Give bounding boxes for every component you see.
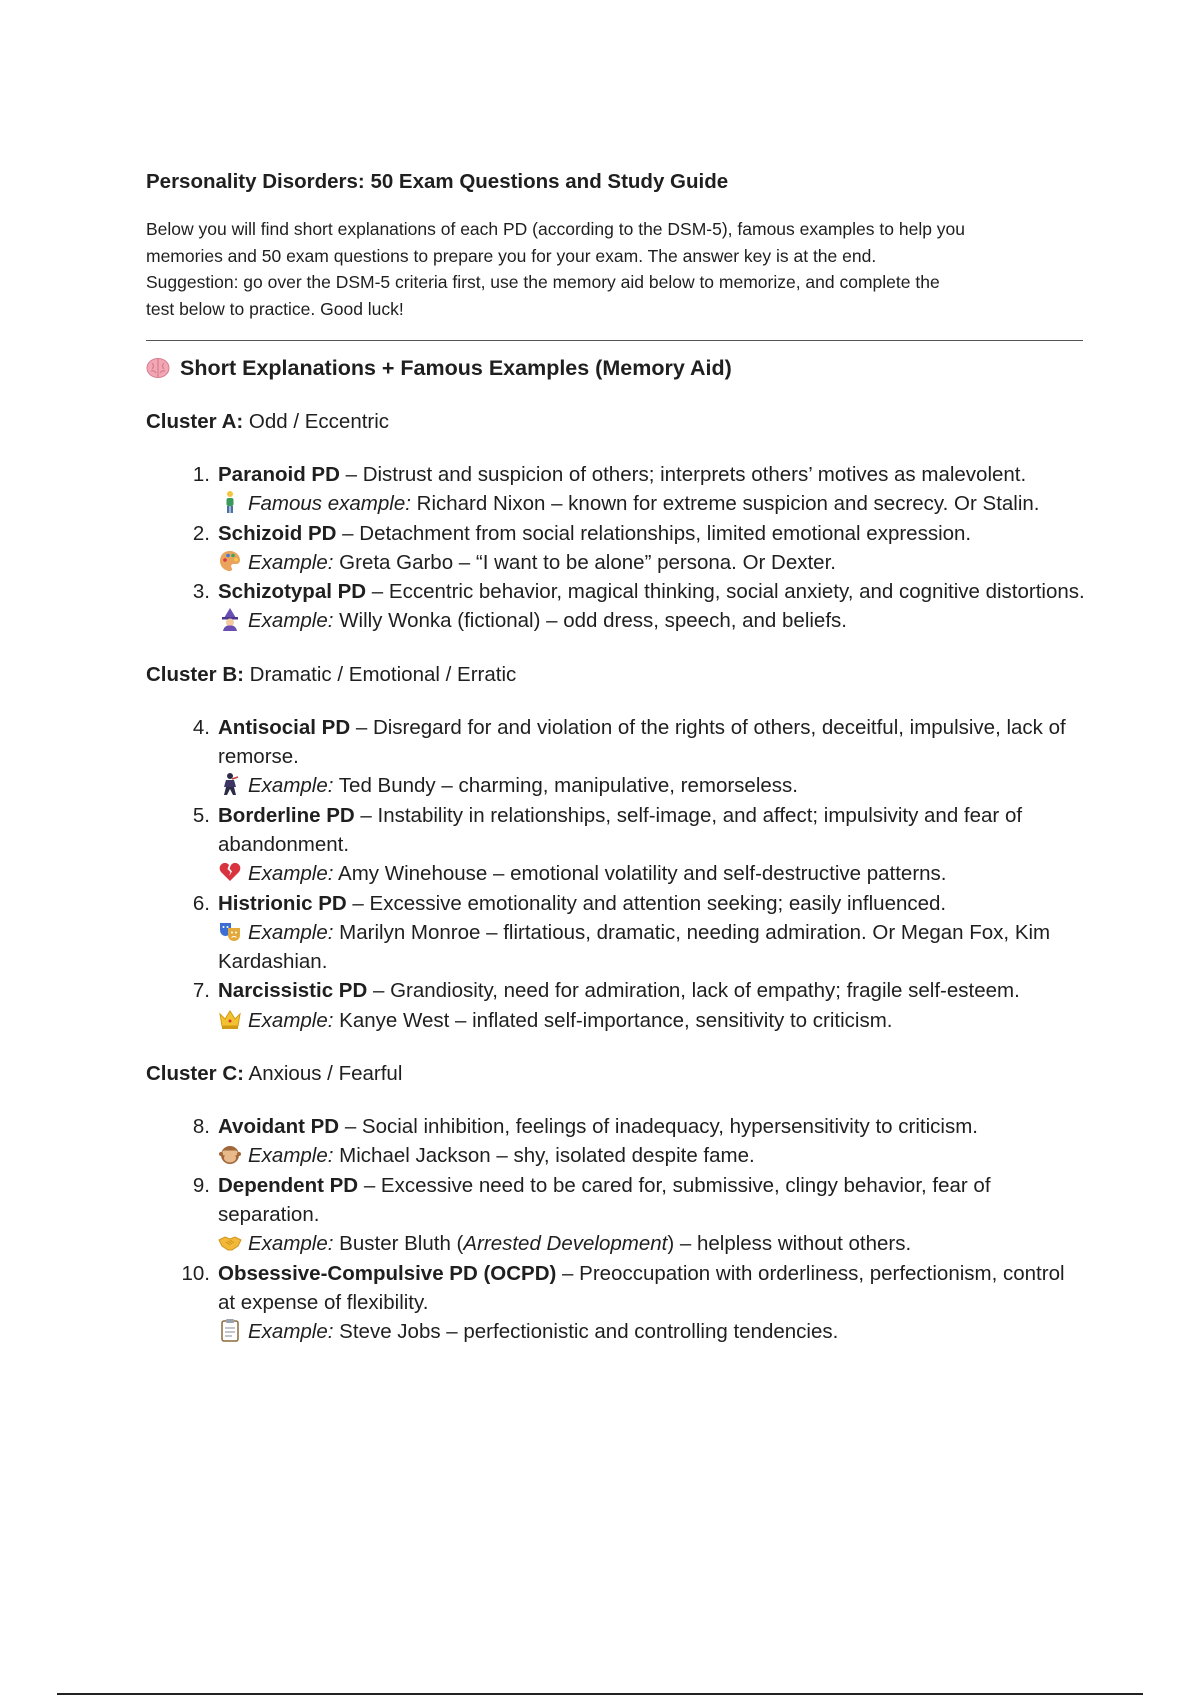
disorder-name: Paranoid PD: [218, 463, 340, 486]
example-text: Richard Nixon – known for extreme suspicion and secrecy. Or Stalin.: [416, 492, 1040, 516]
example-label: Example:: [248, 920, 334, 944]
example-text: Amy Winehouse – emotional volatility and self-destructive patterns.: [338, 862, 947, 886]
example-line: [218, 1229, 1086, 1258]
section-heading-text: Short Explanations + Famous Examples (Memory Aid): [180, 356, 732, 380]
disorder-desc: – Excessive need to be cared for, submissive, clingy behavior, fear of separation.: [218, 1173, 991, 1226]
disorder-desc: – Instability in relationships, self-image, and affect; impulsivity and fear of abandonment.: [218, 803, 1023, 856]
list-item: [146, 577, 1086, 636]
theater-masks-icon: [218, 919, 242, 943]
item-number: 3.: [192, 580, 210, 604]
list-item: [146, 519, 1086, 578]
example-text-post: ) – helpless without others.: [667, 1232, 912, 1256]
cluster-a-heading: [146, 408, 1086, 436]
example-text-pre: Buster Bluth (: [339, 1232, 464, 1256]
disorder-desc: – Detachment from social relationships, limited emotional expression.: [342, 521, 972, 545]
horizontal-rule: [146, 340, 1083, 341]
item-number: 4.: [192, 715, 210, 739]
intro-paragraph: [146, 216, 1086, 322]
intro-line: Below you will find short explanations of each PD (according to the DSM-5), famous examples to help you: [146, 219, 966, 239]
disorder-desc: – Grandiosity, need for admiration, lack of empathy; fragile self-esteem.: [372, 979, 1020, 1003]
example-text: Greta Garbo – “I want to be alone” persona. Or Dexter.: [339, 550, 836, 574]
ninja-icon: [218, 772, 242, 796]
example-label: Example:: [248, 1144, 334, 1168]
handshake-icon: [218, 1230, 242, 1254]
example-text: Marilyn Monroe – flirtatious, dramatic, needing admiration. Or Megan Fox, Kim Kardashian.: [218, 920, 1051, 974]
example-text: Ted Bundy – charming, manipulative, remorseless.: [338, 774, 798, 798]
example-line: [218, 606, 1086, 635]
item-number: 8.: [192, 1115, 210, 1139]
disorder-name: Histrionic PD: [218, 891, 347, 915]
cluster-label: Cluster A:: [146, 410, 244, 433]
page-bottom-border: [57, 1693, 1143, 1695]
cluster-b-list: [146, 713, 1086, 1035]
example-text: Michael Jackson – shy, isolated despite fame.: [339, 1144, 755, 1168]
example-label: Example:: [248, 550, 334, 574]
cluster-desc: Dramatic / Emotional / Erratic: [249, 662, 517, 686]
list-item: [146, 1171, 1086, 1259]
disorder-name: Borderline PD: [218, 803, 355, 827]
list-item: [146, 713, 1086, 801]
disorder-name: Schizotypal PD: [218, 580, 367, 604]
cluster-c-list: [146, 1112, 1086, 1346]
cluster-desc: Anxious / Fearful: [248, 1062, 403, 1086]
item-number: 1.: [192, 463, 210, 486]
palette-icon: [218, 549, 242, 573]
example-line: [218, 489, 1086, 518]
item-number: 7.: [192, 979, 210, 1003]
example-label: Example:: [248, 774, 334, 798]
clipboard-icon: [218, 1318, 242, 1342]
example-line: [218, 1006, 1086, 1035]
list-item: [146, 976, 1086, 1035]
list-item: [146, 801, 1086, 889]
item-number: 6.: [192, 891, 210, 915]
see-no-evil-monkey-icon: [218, 1142, 242, 1166]
disorder-desc: – Eccentric behavior, magical thinking, social anxiety, and cognitive distortions.: [371, 580, 1085, 604]
example-line: [218, 918, 1086, 977]
example-line: [218, 548, 1086, 577]
disorder-name: Antisocial PD: [218, 715, 351, 739]
disorder-name: Dependent PD: [218, 1173, 359, 1197]
example-text-italic: Arrested Development: [463, 1232, 668, 1256]
cluster-b-heading: [146, 661, 1086, 689]
example-label: Example:: [248, 1320, 334, 1344]
disorder-desc: – Social inhibition, feelings of inadequacy, hypersensitivity to criticism.: [344, 1115, 978, 1139]
brain-icon: [146, 357, 170, 379]
disorder-desc: – Distrust and suspicion of others; interprets others’ motives as malevolent.: [345, 463, 1027, 486]
disorder-name: Narcissistic PD: [218, 979, 368, 1003]
list-item: [146, 889, 1086, 977]
broken-heart-icon: [218, 860, 242, 884]
list-item: [146, 1112, 1086, 1171]
example-text: Willy Wonka (fictional) – odd dress, speech, and beliefs.: [339, 609, 847, 633]
disorder-desc: – Excessive emotionality and attention seeking; easily influenced.: [352, 891, 947, 915]
list-item: [146, 1259, 1086, 1347]
example-label: Example:: [248, 609, 334, 633]
item-number: 2.: [192, 521, 210, 545]
intro-line: test below to practice. Good luck!: [146, 298, 404, 319]
item-number: 10.: [181, 1261, 210, 1285]
disorder-name: Avoidant PD: [218, 1115, 340, 1139]
example-line: [218, 859, 1086, 888]
disorder-desc: – Preoccupation with orderliness, perfectionism, control at expense of flexibility.: [218, 1261, 1065, 1314]
example-line: [218, 1317, 1086, 1346]
wizard-icon: [218, 607, 242, 631]
example-line: [218, 771, 1086, 800]
example-line: [218, 1141, 1086, 1170]
example-text: Kanye West – inflated self-importance, sensitivity to criticism.: [339, 1008, 893, 1032]
disorder-name: Schizoid PD: [218, 521, 337, 545]
example-text: Steve Jobs – perfectionistic and controlling tendencies.: [339, 1320, 839, 1344]
item-number: 5.: [192, 803, 210, 827]
cluster-desc: Odd / Eccentric: [248, 410, 390, 433]
section-heading: [146, 353, 1086, 383]
cluster-label: Cluster B:: [146, 662, 244, 686]
example-label: Example:: [248, 862, 334, 886]
person-standing-icon: [218, 490, 242, 514]
example-label: Famous example:: [248, 492, 411, 516]
example-label: Example:: [248, 1232, 334, 1256]
cluster-label: Cluster C:: [146, 1062, 244, 1086]
intro-line: Suggestion: go over the DSM-5 criteria first, use the memory aid below to memorize, and complete the: [146, 272, 940, 292]
example-label: Example:: [248, 1008, 334, 1032]
list-item: [146, 460, 1086, 519]
cluster-c-heading: [146, 1060, 1086, 1088]
document-page: [146, 168, 1086, 1346]
cluster-a-list: [146, 460, 1086, 636]
item-number: 9.: [192, 1173, 210, 1197]
disorder-desc: – Disregard for and violation of the rights of others, deceitful, impulsive, lack of remorse.: [218, 715, 1066, 769]
disorder-name: Obsessive-Compulsive PD (OCPD): [218, 1261, 557, 1285]
intro-line: memories and 50 exam questions to prepare you for your exam. The answer key is at the end.: [146, 245, 877, 266]
crown-icon: [218, 1007, 242, 1031]
document-title: Personality Disorders: 50 Exam Questions and Study Guide: [146, 170, 729, 193]
